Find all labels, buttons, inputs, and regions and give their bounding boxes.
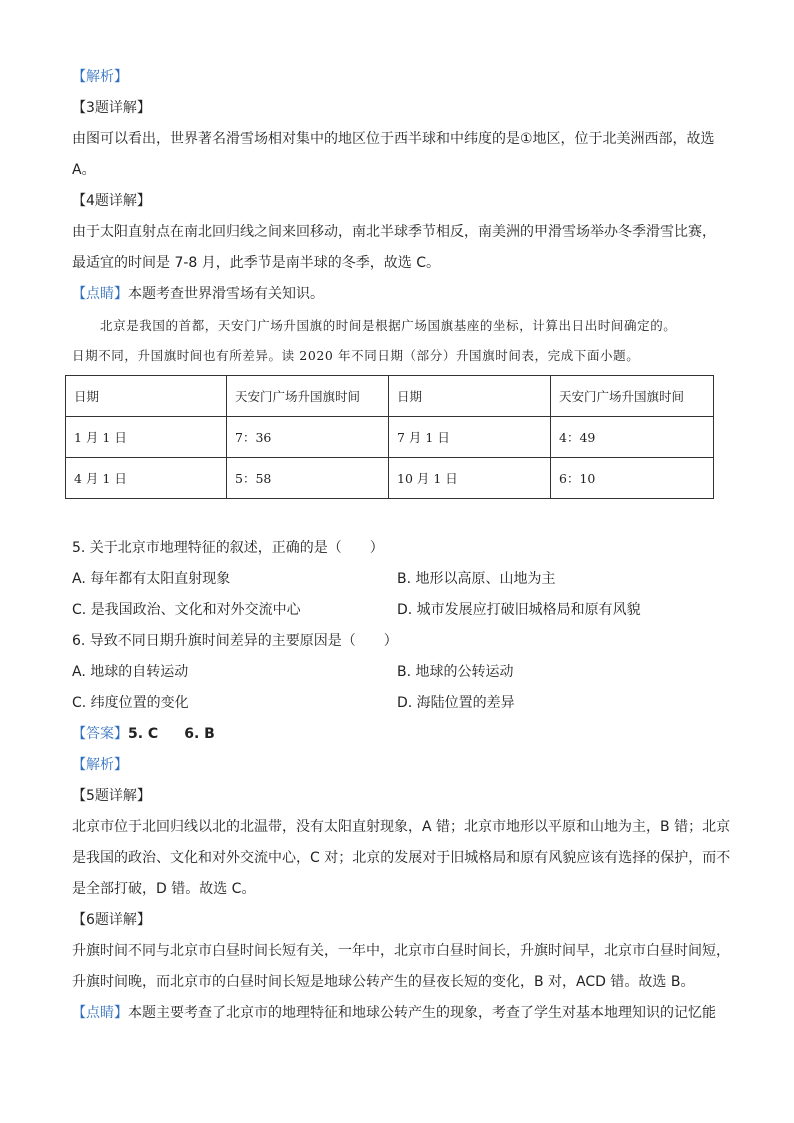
- table-cell: 6：10: [551, 458, 714, 499]
- q6-detail-heading: 【6题详解】: [72, 912, 151, 928]
- q4-explanation-line-1: 由于太阳直射点在南北回归线之间来回移动，南北半球季节相反，南美洲的甲滑雪场举办冬季滑雪比赛，: [72, 224, 716, 240]
- table-cell: 4 月 1 日: [66, 458, 227, 499]
- answer-label: 【答案】: [72, 726, 128, 742]
- key-point-text: 本题考查世界滑雪场有关知识。: [128, 286, 324, 302]
- q5-option-c: C. 是我国政治、文化和对外交流中心: [72, 602, 301, 618]
- key-point-label-2: 【点睛】: [72, 1005, 128, 1021]
- analysis-label: 【解析】: [72, 69, 128, 85]
- q5-option-a: A. 每年都有太阳直射现象: [72, 571, 231, 587]
- answer-6: 6. B: [184, 726, 215, 742]
- q4-explanation-line-2: 最适宜的时间是 7-8 月，此季节是南半球的冬季，故选 C。: [72, 255, 440, 271]
- flag-raising-time-table: [65, 375, 714, 499]
- q3-detail-heading: 【3题详解】: [72, 100, 151, 116]
- q4-detail-heading: 【4题详解】: [72, 193, 151, 209]
- table-header-row: [66, 376, 714, 417]
- table-cell: 7：36: [227, 417, 389, 458]
- q6-option-b: B. 地球的公转运动: [397, 664, 514, 680]
- q6-option-d: D. 海陆位置的差异: [397, 695, 515, 711]
- key-point-text-2: 本题主要考查了北京市的地理特征和地球公转产生的现象，考查了学生对基本地理知识的记忆能: [128, 1005, 716, 1021]
- table-row: [66, 417, 714, 458]
- q6-explanation-line-1: 升旗时间不同与北京市白昼时间长短有关，一年中，北京市白昼时间长，升旗时间早，北京市白昼时间短，: [72, 943, 730, 959]
- table-cell: 1 月 1 日: [66, 417, 227, 458]
- table-cell: 5：58: [227, 458, 389, 499]
- q5-stem: 5. 关于北京市地理特征的叙述，正确的是（ ）: [72, 540, 384, 556]
- q5-explanation-line-3: 是全部打破，D 错。故选 C。: [72, 881, 256, 897]
- q5-explanation-line-2: 是我国的政治、文化和对外交流中心，C 对；北京的发展对于旧城格局和原有风貌应该有选择的保护，而不: [72, 850, 731, 866]
- q5-detail-heading: 【5题详解】: [72, 788, 151, 804]
- key-point-label: 【点睛】: [72, 286, 128, 302]
- q3-explanation-line-1: 由图可以看出，世界著名滑雪场相对集中的地区位于西半球和中纬度的是①地区，位于北美洲西部，故选: [72, 131, 715, 147]
- q5-explanation-line-1: 北京市位于北回归线以北的北温带，没有太阳直射现象，A 错；北京市地形以平原和山地为主，B 错；北京: [72, 819, 731, 835]
- material-line-2: 日期不同，升国旗时间也有所差异。读 2020 年不同日期（部分）升国旗时间表，完成下面小题。: [72, 348, 640, 363]
- answer-line: [72, 724, 215, 744]
- key-point-line-2: [72, 1003, 716, 1023]
- table-header-cell: 日期: [389, 376, 551, 417]
- key-point-line: [72, 284, 324, 304]
- table-cell: 10 月 1 日: [389, 458, 551, 499]
- table-header-cell: 日期: [66, 376, 227, 417]
- q5-option-d: D. 城市发展应打破旧城格局和原有风貌: [397, 602, 641, 618]
- q6-explanation-line-2: 升旗时间晚，而北京市的白昼时间长短是地球公转产生的昼夜长短的变化，B 对，ACD 错。故选 B。: [72, 974, 695, 990]
- q6-stem: 6. 导致不同日期升旗时间差异的主要原因是（ ）: [72, 633, 398, 649]
- material-line-1: 北京是我国的首都，天安门广场升国旗的时间是根据广场国旗基座的坐标，计算出日出时间确定的。: [100, 318, 677, 333]
- analysis-label-2: 【解析】: [72, 757, 128, 773]
- table-cell: 4：49: [551, 417, 714, 458]
- table-header-cell: 天安门广场升国旗时间: [227, 376, 389, 417]
- answer-5: 5. C: [128, 726, 159, 742]
- q3-explanation-line-2: A。: [72, 162, 96, 178]
- q6-option-a: A. 地球的自转运动: [72, 664, 189, 680]
- q5-option-b: B. 地形以高原、山地为主: [397, 571, 556, 587]
- table-cell: 7 月 1 日: [389, 417, 551, 458]
- table-row: [66, 458, 714, 499]
- table-header-cell: 天安门广场升国旗时间: [551, 376, 714, 417]
- q6-option-c: C. 纬度位置的变化: [72, 695, 189, 711]
